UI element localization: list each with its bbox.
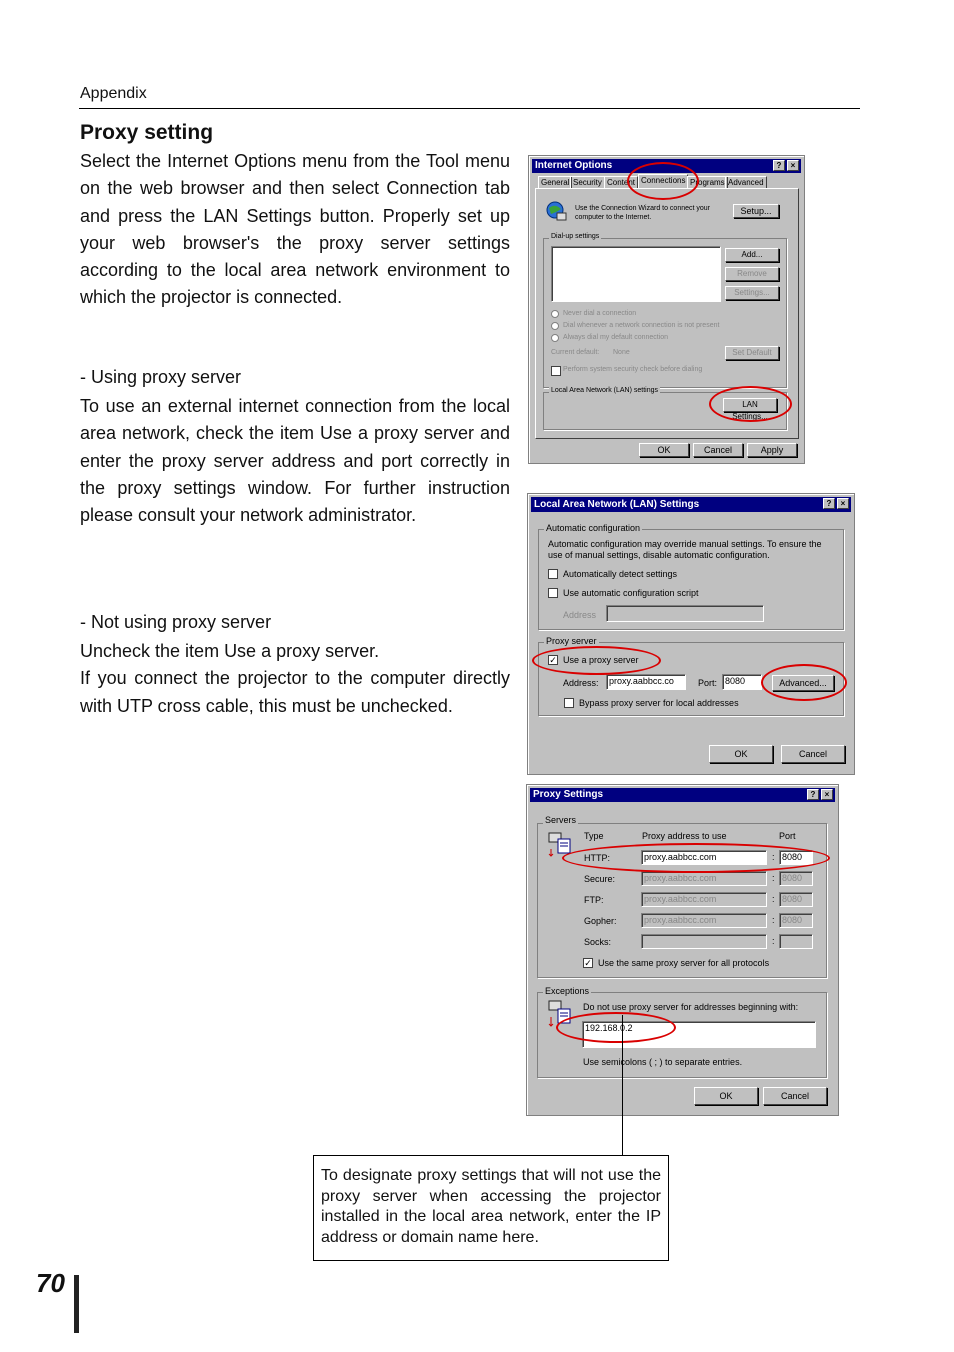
not-using-proxy-paragraph <box>80 638 510 720</box>
dial-whenever-label: Dial whenever a network connection is not present <box>563 322 720 329</box>
apply-button[interactable]: Apply <box>747 443 797 457</box>
connection-wizard-icon <box>545 200 567 222</box>
proxy-address-field[interactable]: proxy.aabbcc.co <box>606 674 686 690</box>
advanced-highlight <box>761 664 847 701</box>
remove-button[interactable]: Remove <box>725 267 779 281</box>
colon: : <box>772 852 775 862</box>
use-proxy-term: Use a proxy server <box>224 641 375 661</box>
dialog-title: Internet Options <box>535 160 613 171</box>
auto-detect-checkbox[interactable] <box>548 569 558 579</box>
section-label: Appendix <box>80 85 147 102</box>
lan-settings-highlight <box>709 386 792 422</box>
socks-address-field[interactable] <box>641 934 767 949</box>
settings-button[interactable]: Settings... <box>725 286 779 300</box>
use-proxy-highlight <box>532 646 661 675</box>
use-proxy-term: Use a proxy server <box>320 423 474 444</box>
connections-tab-highlight <box>627 162 699 200</box>
page-number: 70 <box>36 1268 65 1298</box>
title-bar <box>530 788 835 802</box>
using-proxy-subheading: - Using proxy server <box>80 367 242 387</box>
same-proxy-checkbox[interactable]: ✓ <box>584 958 592 968</box>
intro-text: tab and press the <box>80 178 510 226</box>
ok-button[interactable]: OK <box>694 1087 758 1105</box>
help-button[interactable]: ? <box>773 160 785 171</box>
exceptions-group-label: Exceptions <box>545 986 590 996</box>
tab-general[interactable]: General <box>538 176 572 188</box>
add-button[interactable]: Add... <box>725 248 779 262</box>
http-row-highlight <box>562 843 830 873</box>
page-number-bar <box>74 1275 79 1333</box>
security-check-label: Perform system security check before dialing <box>563 366 703 373</box>
dialup-list[interactable] <box>551 246 721 302</box>
use-proxy-checkbox[interactable]: ✓ <box>549 655 557 665</box>
script-address-field[interactable] <box>606 605 764 622</box>
http-port-field[interactable]: 8080 <box>779 850 813 865</box>
tool-term: Tool <box>425 151 459 171</box>
page-heading: Proxy setting <box>80 121 214 144</box>
tab-security[interactable]: Security <box>570 176 605 188</box>
colon: : <box>772 915 775 925</box>
intro-text: menu on the web browser and then select <box>80 151 511 199</box>
callout-box: To designate proxy settings that will not use the proxy server when accessing the projector installed in the local area network, enter the IP address or domain name here. <box>313 1155 669 1261</box>
connection-term: Connection <box>386 178 478 199</box>
port-field[interactable]: 8080 <box>722 674 762 690</box>
not-using-proxy-subheading: - Not using proxy server <box>80 612 272 632</box>
cancel-button[interactable]: Cancel <box>693 443 743 457</box>
never-dial-radio[interactable] <box>551 310 559 318</box>
lan-group-label: Local Area Network (LAN) settings <box>551 387 658 394</box>
bypass-checkbox[interactable] <box>564 698 574 708</box>
same-proxy-label: Use the same proxy server for all protocols <box>598 958 770 968</box>
lan-settings-button[interactable]: LAN Settings... <box>723 398 777 412</box>
ok-button[interactable]: OK <box>639 443 689 457</box>
gopher-address-field[interactable]: proxy.aabbcc.com <box>641 913 767 928</box>
use-proxy-label: Use a proxy server <box>563 655 639 665</box>
bypass-label: Bypass proxy server for local addresses <box>579 698 739 708</box>
tab-advanced[interactable]: Advanced <box>725 176 767 188</box>
close-button[interactable]: × <box>821 789 833 800</box>
advanced-button[interactable]: Advanced... <box>772 675 834 691</box>
auto-script-checkbox[interactable] <box>548 588 558 598</box>
http-label: HTTP: <box>584 853 610 863</box>
ftp-label: FTP: <box>584 895 604 905</box>
current-default-label: Current default: <box>551 349 600 356</box>
dialog-title: Proxy Settings <box>533 789 604 800</box>
secure-address-field[interactable]: proxy.aabbcc.com <box>641 871 767 886</box>
lan-settings-dialog <box>527 493 855 775</box>
proxy-settings-dialog <box>526 784 839 1116</box>
address-column-header: Proxy address to use <box>642 831 727 841</box>
dialog-title: Local Area Network (LAN) Settings <box>534 499 700 510</box>
secure-label: Secure: <box>584 874 616 884</box>
intro-paragraph <box>80 148 510 312</box>
exceptions-highlight <box>556 1012 676 1043</box>
semicolons-hint: Use semicolons ( ; ) to separate entries. <box>583 1057 743 1067</box>
http-address-field[interactable]: proxy.aabbcc.com <box>641 850 767 865</box>
auto-script-label: Use automatic configuration script <box>563 588 699 598</box>
tab-connections[interactable]: Connections <box>638 174 688 188</box>
servers-group-label: Servers <box>545 815 577 825</box>
cancel-button[interactable]: Cancel <box>763 1087 827 1105</box>
exceptions-text: Do not use proxy server for addresses beginning with: <box>583 1002 799 1012</box>
auto-config-group-label: Automatic configuration <box>546 523 641 533</box>
cancel-button[interactable]: Cancel <box>781 745 845 763</box>
not-using-proxy-body: If you connect the projector to the computer directly with UTP cross cable, this must be unchecked. <box>80 668 510 716</box>
wizard-text: Use the Connection Wizard to connect your computer to the Internet. <box>575 205 711 221</box>
gopher-port-field[interactable]: 8080 <box>779 913 813 928</box>
always-dial-label: Always dial my default connection <box>563 334 669 341</box>
always-dial-radio[interactable] <box>551 334 559 342</box>
internet-options-term: Internet Options <box>167 151 297 171</box>
setup-button[interactable]: Setup... <box>733 204 779 218</box>
secure-port-field[interactable]: 8080 <box>779 871 813 886</box>
exceptions-field[interactable]: 192.168.0.2 <box>582 1021 816 1048</box>
set-default-button[interactable]: Set Default <box>725 346 779 360</box>
dialup-group-label: Dial-up settings <box>551 233 600 240</box>
tab-programs[interactable]: Programs <box>687 176 728 188</box>
colon: : <box>772 936 775 946</box>
intro-text: Select the <box>80 151 168 171</box>
port-column-header: Port <box>779 831 796 841</box>
ok-button[interactable]: OK <box>709 745 773 763</box>
type-column-header: Type <box>584 831 604 841</box>
using-proxy-text: and enter the proxy server address and port correctly in the proxy settings window. For further instruction please consult your network administrator. <box>80 423 510 526</box>
header-rule <box>79 108 860 109</box>
close-button[interactable]: × <box>837 498 849 509</box>
gopher-label: Gopher: <box>584 916 617 926</box>
tab-content[interactable]: Content <box>604 176 638 188</box>
not-using-proxy-text: . <box>374 641 380 661</box>
callout-leader-line <box>622 1015 623 1155</box>
socks-label: Socks: <box>584 937 612 947</box>
intro-text: button. Properly set up your web browser's the proxy server settings according to the local area network environment to which the projector is connected. <box>80 205 510 308</box>
current-default-value: None <box>613 349 630 356</box>
socks-port-field[interactable] <box>779 934 813 949</box>
never-dial-label: Never dial a connection <box>563 310 637 317</box>
lan-settings-term: LAN Settings <box>203 205 312 226</box>
title-bar <box>531 497 851 512</box>
colon: : <box>772 894 775 904</box>
script-address-label: Address <box>563 610 597 620</box>
close-button[interactable]: × <box>787 160 799 171</box>
proxy-address-label: Address: <box>563 678 599 688</box>
ftp-port-field[interactable]: 8080 <box>779 892 813 907</box>
security-check-checkbox[interactable] <box>551 366 561 376</box>
help-button[interactable]: ? <box>823 498 835 509</box>
not-using-proxy-text: Uncheck the item <box>80 641 225 661</box>
auto-config-text: Automatic configuration may override manual settings. To ensure the use of manual settings, disable automatic configuration. <box>548 539 822 560</box>
colon: : <box>772 873 775 883</box>
using-proxy-paragraph <box>80 393 510 529</box>
help-button[interactable]: ? <box>807 789 819 800</box>
proxy-server-group-label: Proxy server <box>546 636 597 646</box>
dial-whenever-radio[interactable] <box>551 322 559 330</box>
using-proxy-text: To use an external internet connection from the local area network, check the item <box>80 396 510 444</box>
ftp-address-field[interactable]: proxy.aabbcc.com <box>641 892 767 907</box>
port-label: Port: <box>698 678 718 688</box>
auto-detect-label: Automatically detect settings <box>563 569 678 579</box>
intro-text: menu from the <box>296 151 426 171</box>
